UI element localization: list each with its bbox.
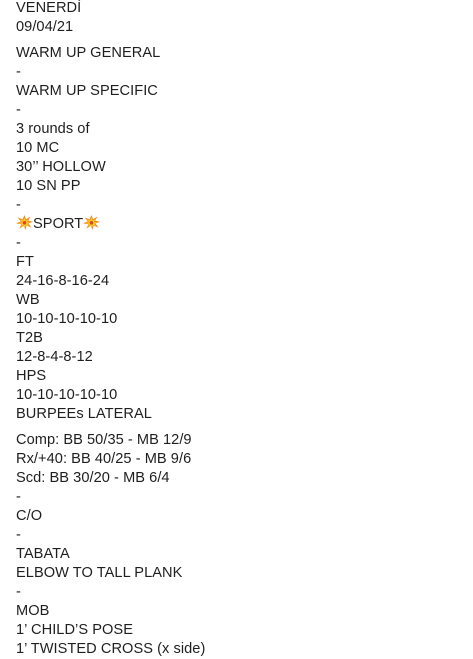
separator: -	[16, 527, 21, 543]
sport-line: 12-8-4-8-12	[16, 349, 93, 365]
separator: -	[16, 64, 21, 80]
sport-line: BURPEEs LATERAL	[16, 406, 152, 422]
cooldown-title: C/O	[16, 508, 43, 524]
warmup-line: 30’’ HOLLOW	[16, 159, 106, 175]
sport-line: 10-10-10-10-10	[16, 311, 118, 327]
sport-line: 10-10-10-10-10	[16, 387, 118, 403]
separator: -	[16, 584, 21, 600]
day-label: VENERDÌ	[16, 0, 82, 16]
collision-icon-svg	[16, 215, 33, 230]
sport-line: 24-16-8-16-24	[16, 273, 110, 289]
scaling-line: Rx/+40: BB 40/25 - MB 9/6	[16, 451, 192, 467]
mobility-line: 1’ CHILD’S POSE	[16, 622, 133, 638]
sport-title: SPORT	[33, 216, 84, 232]
warmup-line: 10 MC	[16, 140, 60, 156]
mobility-title: MOB	[16, 603, 50, 619]
cooldown-line: ELBOW TO TALL PLANK	[16, 565, 183, 581]
collision-icon	[83, 215, 100, 230]
sport-heading	[16, 215, 456, 234]
paragraph-gap	[16, 37, 456, 44]
scaling-line: Comp: BB 50/35 - MB 12/9	[16, 432, 192, 448]
sport-line: HPS	[16, 368, 47, 384]
warmup-line: 10 SN PP	[16, 178, 81, 194]
warmup-line: 3 rounds of	[16, 121, 90, 137]
paragraph-gap	[16, 424, 456, 431]
separator: -	[16, 489, 21, 505]
cooldown-line: TABATA	[16, 546, 70, 562]
mobility-line: 1’ TWISTED CROSS (x side)	[16, 641, 206, 657]
note-body[interactable]	[16, 0, 456, 659]
separator: -	[16, 235, 21, 251]
separator: -	[16, 197, 21, 213]
sport-line: FT	[16, 254, 34, 270]
date-label: 09/04/21	[16, 19, 74, 35]
collision-icon-svg	[83, 215, 100, 230]
separator: -	[16, 102, 21, 118]
scaling-line: Scd: BB 30/20 - MB 6/4	[16, 470, 170, 486]
warmup-specific: WARM UP SPECIFIC	[16, 83, 158, 99]
warmup-general: WARM UP GENERAL	[16, 45, 161, 61]
sport-line: WB	[16, 292, 40, 308]
sport-line: T2B	[16, 330, 43, 346]
collision-icon	[16, 215, 33, 230]
